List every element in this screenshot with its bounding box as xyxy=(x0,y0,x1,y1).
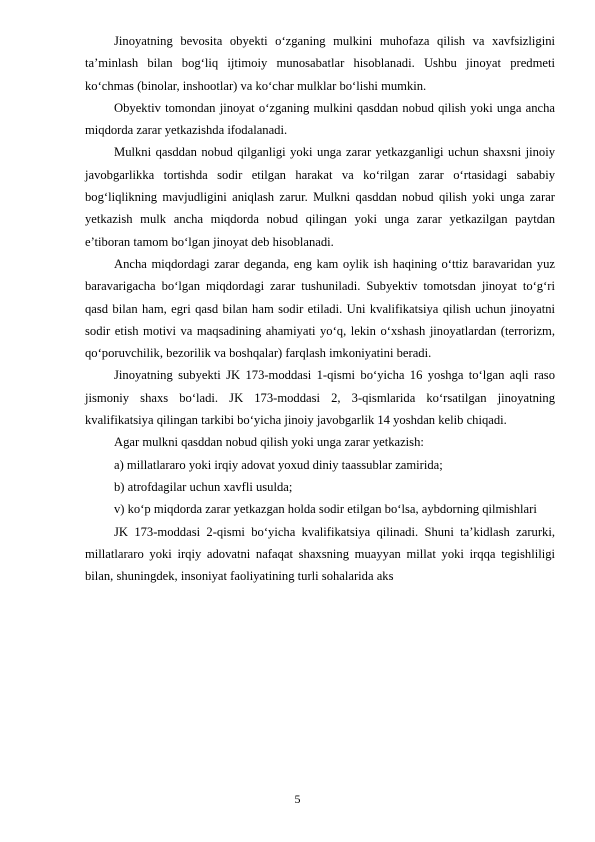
paragraph-6: Agar mulkni qasddan nobud qilish yoki unga zarar yetkazish: xyxy=(114,435,424,450)
list-item-a: a) millatlararo yoki irqiy adovat yoxud diniy taassublar zamirida; xyxy=(114,457,443,472)
paragraph-2: Obyektiv tomondan jinoyat o‘zganing mulkini qasddan nobud qilish yoki unga ancha miqdorda zarar yetkazishda ifodalanadi. xyxy=(85,100,555,138)
list-item-b: b) atrofdagilar uchun xavfli usulda; xyxy=(114,479,293,494)
paragraph-4: Ancha miqdordagi zarar deganda, eng kam oylik ish haqining o‘ttiz baravaridan yuz baravarigacha bo‘lgan miqdordagi zarar tushuniladi. Subyektiv tomotsdan jinoyat to‘g‘ri qasd bilan ham, egri qasd bilan ham sodir etiladi. Uni kvalifikatsiya qilish uchun jinoyatni sodir etish motivi va maqsadining ahamiyati yo‘q, lekin o‘xshash jinoyatlardan (terrorizm, qo‘poruvchilik, bezorilik va boshqalar) farqlash imkoniyatini beradi. xyxy=(85,256,555,361)
list-item-v: v) ko‘p miqdorda zarar yetkazgan holda sodir etilgan bo‘lsa, aybdorning qilmishlari xyxy=(114,502,537,517)
paragraph-3: Mulkni qasddan nobud qilganligi yoki unga zarar yetkazganligi uchun shaxsni jinoiy javobgarlikka tortishda sodir etilgan harakat va ko‘rilgan zarar o‘rtasidagi sababiy bog‘liqlikning mavjudligini aniqlash zarur. Mulkni qasddan nobud qilish yoki unga zarar yetkazish mulk ancha miqdorda nobud qilingan yoki unga zarar yetkazilgan paytdan e’tiboran tamom bo‘lgan jinoyat deb hisoblanadi. xyxy=(85,145,555,249)
paragraph-5: Jinoyatning subyekti JK 173-moddasi 1-qismi bo‘yicha 16 yoshga to‘lgan aqli raso jismoniy shaxs bo‘ladi. JK 173-moddasi 2, 3-qismlarida ko‘rsatilgan jinoyatning kvalifikatsiya qilingan tarkibi bo‘yicha jinoiy javobgarlik 14 yoshdan kelib chiqadi. xyxy=(85,368,555,428)
paragraph-7: JK 173-moddasi 2-qismi bo‘yicha kvalifikatsiya qilinadi. Shuni ta’kidlash zarurki, millatlararo yoki irqiy adovatni nafaqat shaxsning muayyan millat yoki irqqa tegishliligi bilan, shuningdek, insoniyat faoliyatining turli sohalarida aks xyxy=(85,524,555,584)
page-number: 5 xyxy=(294,792,301,806)
paragraph-1: Jinoyatning bevosita obyekti o‘zganing mulkini muhofaza qilish va xavfsizligini ta’minlash bilan bog‘liq ijtimoiy munosabatlar hisoblanadi. Ushbu jinoyat predmeti ko‘chmas (binolar, inshootlar) va ko‘char mulklar bo‘lishi mumkin. xyxy=(85,34,555,93)
body-text xyxy=(85,30,555,587)
